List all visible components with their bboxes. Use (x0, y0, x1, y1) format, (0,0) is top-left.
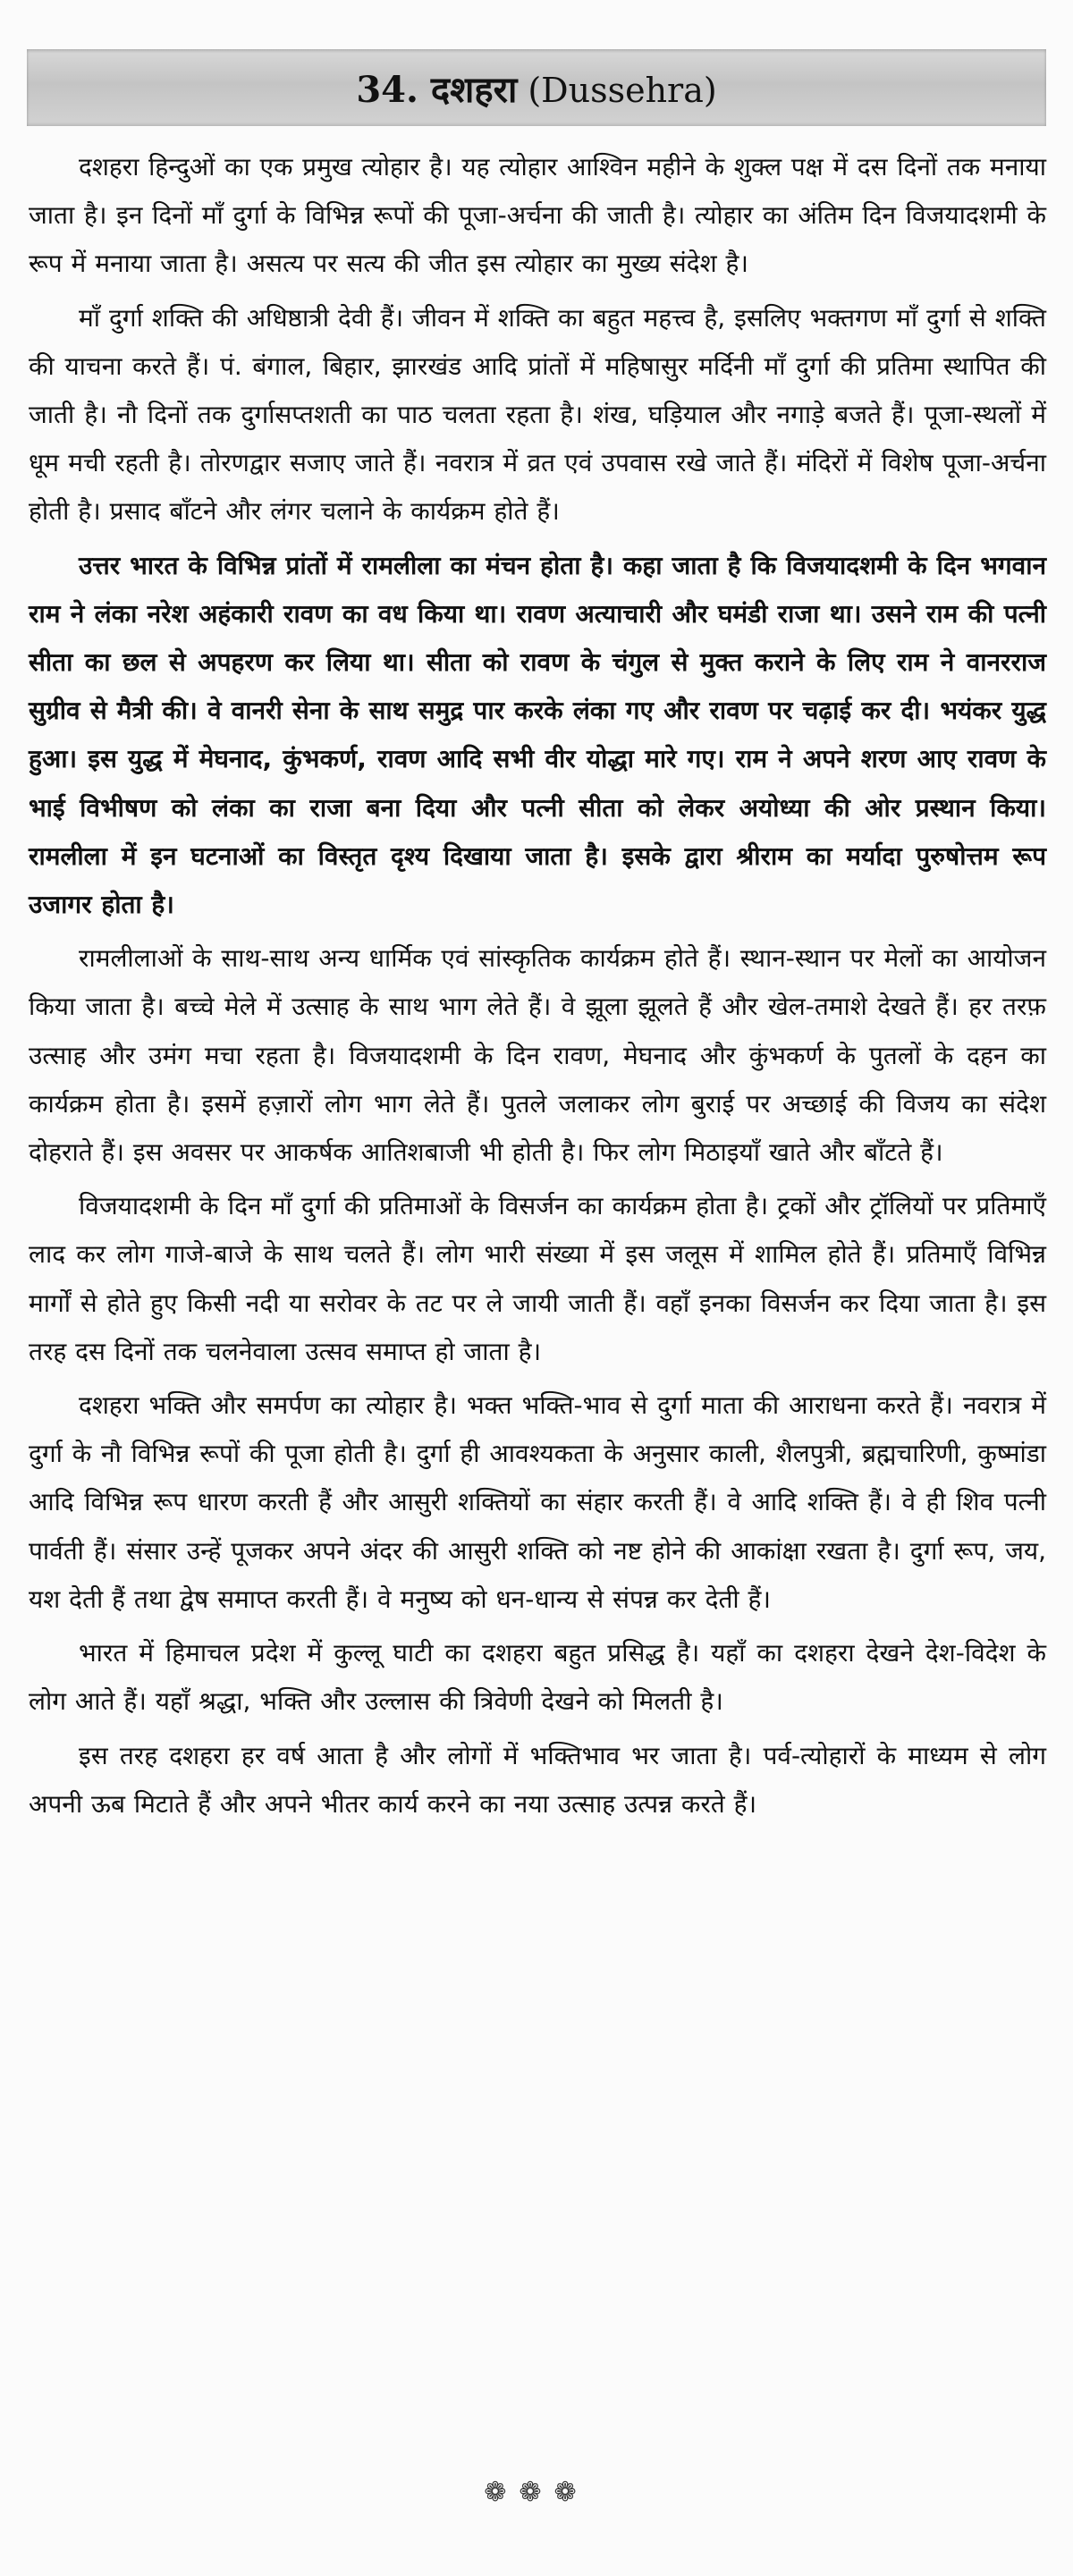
title-banner (27, 49, 1046, 126)
ornament-icon: ❁❁❁ (484, 2477, 589, 2508)
paragraph-5: विजयादशमी के दिन माँ दुर्गा की प्रतिमाओं के विसर्जन का कार्यक्रम होता है। ट्रकों और ट्रॉलियों पर प्रतिमाएँ लाद कर लोग गाजे-बाजे के साथ चलते हैं। लोग भारी संख्या में इस जलूस में शामिल होते हैं। प्रतिमाएँ विभिन्न मार्गों से होते हुए किसी नदी या सरोवर के तट पर ले जायी जाती हैं। वहाँ इनका विसर्जन कर दिया जाता है। इस तरह दस दिनों तक चलनेवाला उत्सव समाप्त हो जाता है। (29, 1191, 1046, 1366)
essay-body (29, 143, 1046, 1834)
page-title (356, 63, 716, 113)
paragraph-2: माँ दुर्गा शक्ति की अधिष्ठात्री देवी हैं। जीवन में शक्ति का बहुत महत्त्व है, इसलिए भक्तगण माँ दुर्गा से शक्ति की याचना करते हैं। पं. बंगाल, बिहार, झारखंड आदि प्रांतों में महिषासुर मर्दिनी माँ दुर्गा की प्रतिमा स्थापित की जाती है। नौ दिनों तक दुर्गासप्तशती का पाठ चलता रहता है। शंख, घड़ियाल और नगाड़े बजते हैं। पूजा-स्थलों में धूम मची रहती है। तोरणद्वार सजाए जाते हैं। नवरात्र में व्रत एवं उपवास रखे जाते हैं। मंदिरों में विशेष पूजा-अर्चना होती है। प्रसाद बाँटने और लंगर चलाने के कार्यक्रम होते हैं। (29, 302, 1046, 527)
paragraph-1: दशहरा हिन्दुओं का एक प्रमुख त्योहार है। यह त्योहार आश्विन महीने के शुक्ल पक्ष में दस दिनों तक मनाया जाता है। इन दिनों माँ दुर्गा के विभिन्न रूपों की पूजा-अर्चना की जाती है। त्योहार का अंतिम दिन विजयादशमी के रूप में मनाया जाता है। असत्य पर सत्य की जीत इस त्योहार का मुख्य संदेश है। (29, 152, 1046, 279)
paragraph-6: दशहरा भक्ति और समर्पण का त्योहार है। भक्त भक्ति-भाव से दुर्गा माता की आराधना करते हैं। नवरात्र में दुर्गा के नौ विभिन्न रूपों की पूजा होती है। दुर्गा ही आवश्यकता के अनुसार काली, शैलपुत्री, ब्रह्मचारिणी, कुष्मांडा आदि विभिन्न रूप धारण करती हैं और आसुरी शक्तियों का संहार करती हैं। वे आदि शक्ति हैं। वे ही शिव पत्नी पार्वती हैं। संसार उन्हें पूजकर अपने अंदर की आसुरी शक्ति को नष्ट होने की आकांक्षा रखता है। दुर्गा रूप, जय, यश देती हैं तथा द्वेष समाप्त करती हैं। वे मनुष्य को धन-धान्य से संपन्न कर देती हैं। (29, 1390, 1046, 1614)
paragraph-4: रामलीलाओं के साथ-साथ अन्य धार्मिक एवं सांस्कृतिक कार्यक्रम होते हैं। स्थान-स्थान पर मेलों का आयोजन किया जाता है। बच्चे मेले में उत्साह के साथ भाग लेते हैं। वे झूला झूलते हैं और खेल-तमाशे देखते हैं। हर तरफ़ उत्साह और उमंग मचा रहता है। विजयादशमी के दिन रावण, मेघनाद और कुंभकर्ण के पुतलों के दहन का कार्यक्रम होता है। इसमें हज़ारों लोग भाग लेते हैं। पुतले जलाकर लोग बुराई पर अच्छाई की विजय का संदेश दोहराते हैं। इस अवसर पर आकर्षक आतिशबाजी भी होती है। फिर लोग मिठाइयाँ खाते और बाँटते हैं। (29, 943, 1046, 1168)
title-hindi: दशहरा (430, 68, 518, 111)
chapter-number: 34. (356, 68, 418, 111)
paragraph-7: भारत में हिमाचल प्रदेश में कुल्लू घाटी का दशहरा बहुत प्रसिद्ध है। यहाँ का दशहरा देखने देश-विदेश के लोग आते हैं। यहाँ श्रद्धा, भक्ति और उल्लास की त्रिवेणी देखने को मिलती है। (29, 1638, 1046, 1717)
paragraph-8: इस तरह दशहरा हर वर्ष आता है और लोगों में भक्तिभाव भर जाता है। पर्व-त्योहारों के माध्यम से लोग अपनी ऊब मिटाते हैं और अपने भीतर कार्य करने का नया उत्साह उत्पन्न करते हैं। (29, 1740, 1046, 1819)
title-english: (Dussehra) (528, 70, 717, 110)
paragraph-3: उत्तर भारत के विभिन्न प्रांतों में रामलीला का मंचन होता है। कहा जाता है कि विजयादशमी के दिन भगवान राम ने लंका नरेश अहंकारी रावण का वध किया था। रावण अत्याचारी और घमंडी राजा था। उसने राम की पत्नी सीता का छल से अपहरण कर लिया था। सीता को रावण के चंगुल से मुक्त कराने के लिए राम ने वानरराज सुग्रीव से मैत्री की। वे वानरी सेना के साथ समुद्र पार करके लंका गए और रावण पर चढ़ाई कर दी। भयंकर युद्ध हुआ। इस युद्ध में मेघनाद, कुंभकर्ण, रावण आदि सभी वीर योद्धा मारे गए। राम ने अपने शरण आए रावण के भाई विभीषण को लंका का राजा बना दिया और पत्नी सीता को लेकर अयोध्या की ओर प्रस्थान किया। रामलीला में इन घटनाओं का विस्तृत दृश्य दिखाया जाता है। इसके द्वारा श्रीराम का मर्यादा पुरुषोत्तम रूप उजागर होता है। (29, 550, 1046, 920)
